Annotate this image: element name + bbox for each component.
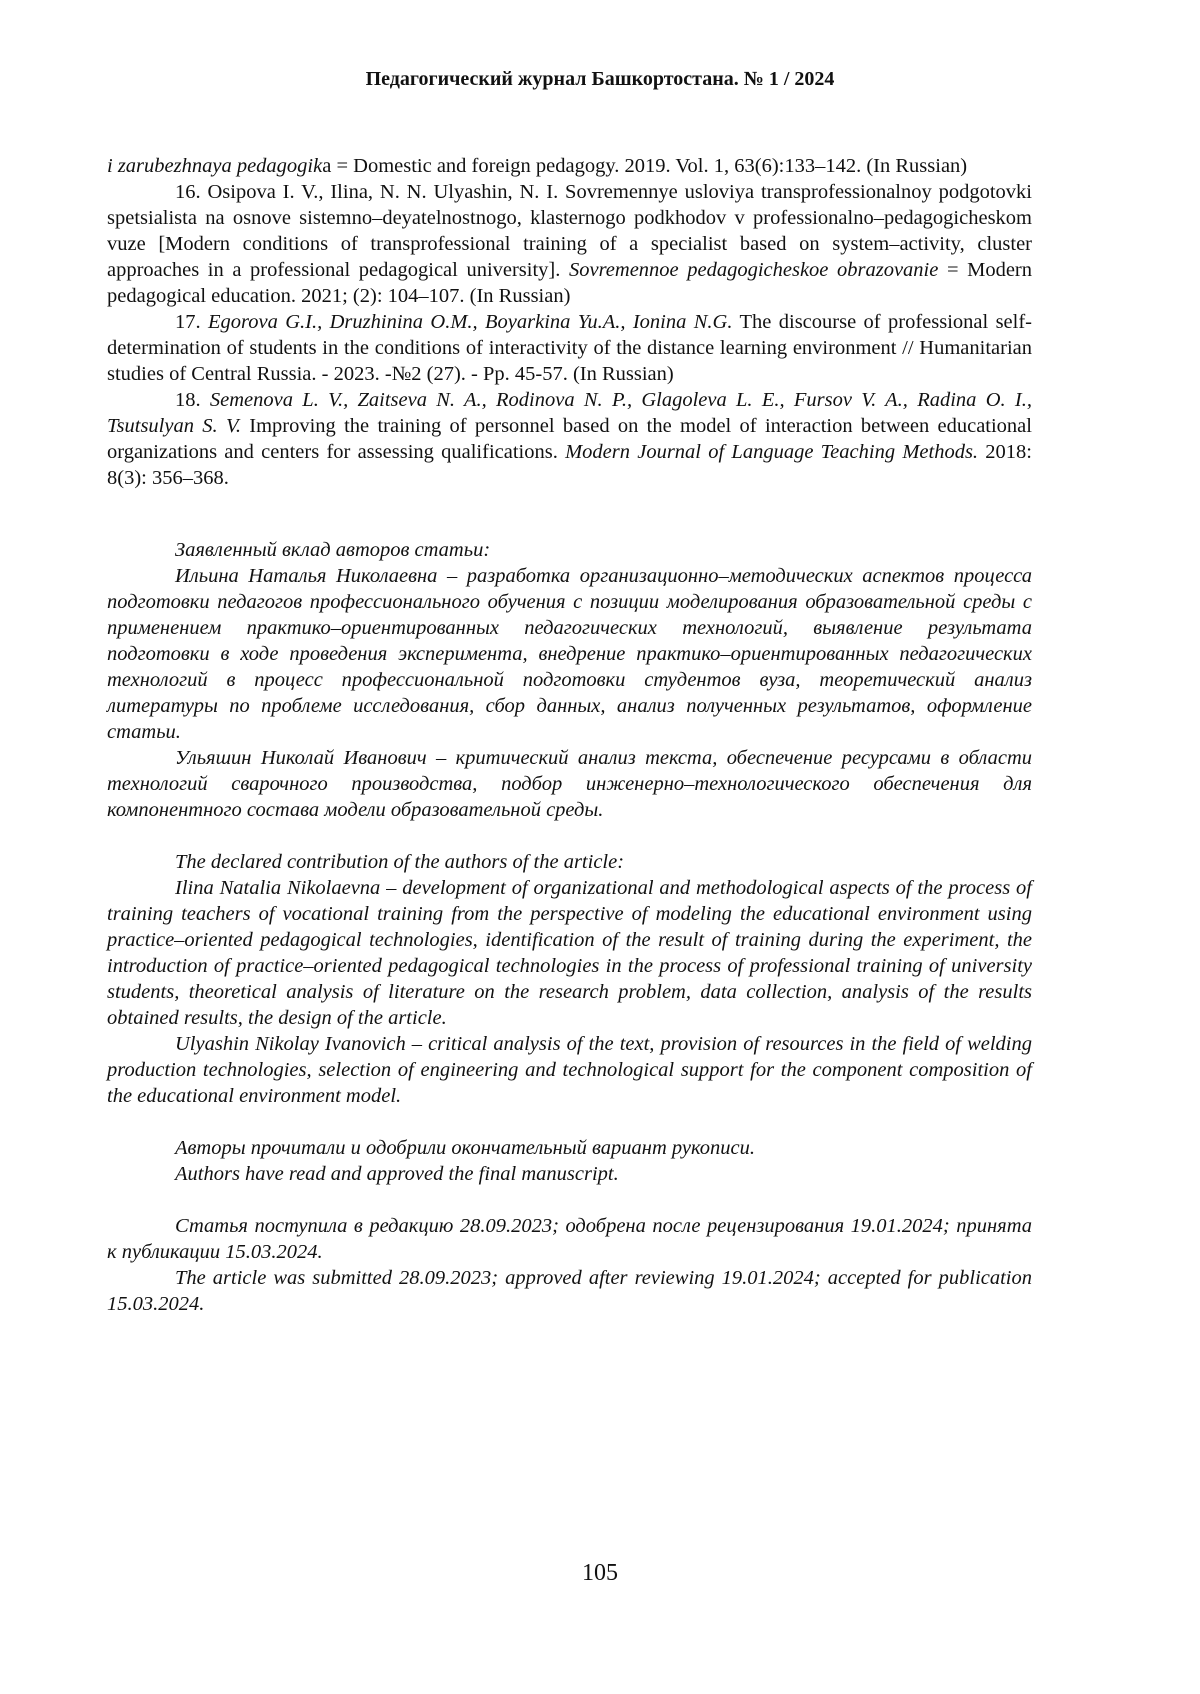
dates-ru: Статья поступила в редакцию 28.09.2023; одобрена после рецензирования 19.01.2024; принята к публикации 15.03.2024.	[107, 1213, 1032, 1265]
ref-text: = Modern pedagogical education. 2021; (2): 104–107. (In Russian)	[107, 259, 1032, 307]
ref-italic: i zarubezhnaya pedagogik	[107, 155, 322, 177]
page-number: 105	[0, 1560, 1200, 1587]
ref-number: 18.	[175, 389, 210, 411]
ref-number: 17.	[175, 311, 208, 333]
contribution-ru-author1: Ильина Наталья Николаевна – разработка организационно–методических аспектов процесса подготовки педагогов профессионального обучения с позиции моделирования образовательной среды с применением практико–ориентированных педагогических технологий, выявление результата подготовки в ходе проведения эксперимента, внедрение практико–ориентированных педагогических технологий в процесс профессиональной подготовки студентов вуза, теоретический анализ литературы по проблеме исследования, сбор данных, анализ полученных результатов, оформление статьи.	[107, 563, 1032, 745]
approval-en: Authors have read and approved the final manuscript.	[107, 1161, 1032, 1187]
reference-18	[107, 387, 1032, 491]
contribution-en-author2: Ulyashin Nikolay Ivanovich – critical analysis of the text, provision of resources in the field of welding production technologies, selection of engineering and technological support for the component composition of the educational environment model.	[107, 1031, 1032, 1109]
ref-journal: Modern Journal of Language Teaching Methods.	[565, 441, 978, 463]
contribution-en-title: The declared contribution of the authors of the article:	[107, 849, 1032, 875]
journal-header: Педагогический журнал Башкортостана. № 1 / 2024	[0, 68, 1200, 91]
contribution-ru-title: Заявленный вклад авторов статьи:	[107, 537, 1032, 563]
ref-text: 2018: 8(3): 356–368.	[107, 441, 1032, 489]
ref-journal: Sovremennoe pedagogicheskoe obrazovanie	[569, 259, 938, 281]
ref-text: Improving the training of personnel based on the model of interaction between educational organizations and centers for assessing qualifications.	[107, 415, 1032, 463]
ref-text: a = Domestic and foreign pedagogy. 2019. Vol. 1, 63(6):133–142. (In Russian)	[322, 155, 967, 177]
contribution-en-author1: Ilina Natalia Nikolaevna – development of organizational and methodological aspects of the process of training teachers of vocational training from the perspective of modeling the educational environment using practice–oriented pedagogical technologies, identification of the result of training during the experiment, the introduction of practice–oriented pedagogical technologies in the process of professional training of university students, theoretical analysis of literature on the research problem, data collection, analysis of the results obtained results, the design of the article.	[107, 875, 1032, 1031]
ref-authors: Semenova L. V., Zaitseva N. A., Rodinova N. P., Glagoleva L. E., Fursov V. A., Radina O. I., Tsutsulyan S. V.	[107, 389, 1032, 437]
ref-authors: Egorova G.I., Druzhinina O.M., Boyarkina Yu.A., Ionina N.G.	[208, 311, 732, 333]
contribution-ru-author2: Ульяшин Николай Иванович – критический анализ текста, обеспечение ресурсами в области технологий сварочного производства, подбор инженерно–технологического обеспечения для компонентного состава модели образовательной среды.	[107, 745, 1032, 823]
approval-ru: Авторы прочитали и одобрили окончательный вариант рукописи.	[107, 1135, 1032, 1161]
reference-17	[107, 309, 1032, 387]
ref-text: 16. Osipova I. V., Ilina, N. N. Ulyashin, N. I. Sovremennye usloviya transprofessionalnoy podgotovki spetsialista na osnove sistemno–deyatelnostnogo, klasternogo podkhodov v professionalno–pedagogicheskom vuze [Modern conditions of transprofessional training of a specialist based on system–activity, cluster approaches in a professional pedagogical university].	[107, 181, 1032, 281]
dates-en: The article was submitted 28.09.2023; approved after reviewing 19.01.2024; accepted for publication 15.03.2024.	[107, 1265, 1032, 1317]
reference-15-tail	[107, 153, 1032, 179]
ref-text: The discourse of professional self-determination of students in the conditions of interactivity of the distance learning environment // Humanitarian studies of Central Russia. - 2023. -№2 (27). - Pp. 45-57. (In Russian)	[107, 311, 1032, 385]
reference-16	[107, 179, 1032, 309]
page-content	[107, 153, 1032, 1317]
